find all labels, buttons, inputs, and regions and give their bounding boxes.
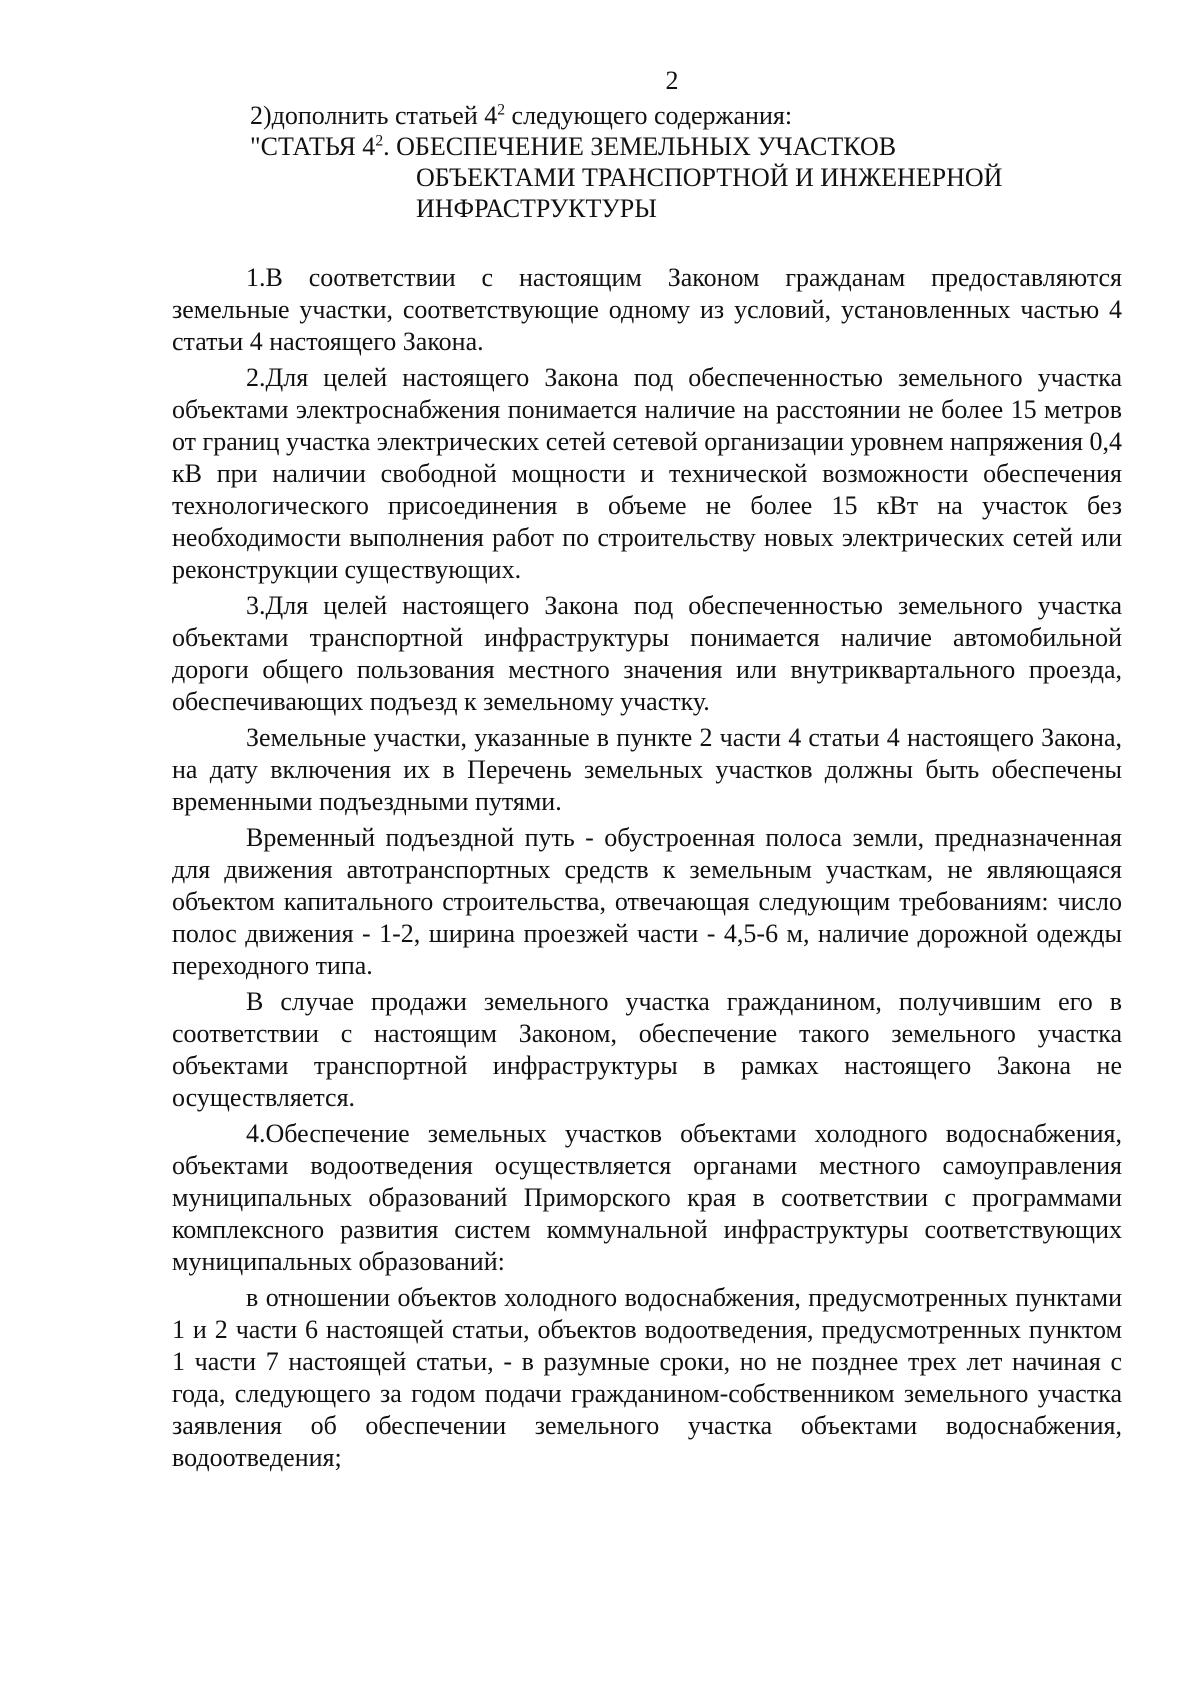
paragraph-7: 4.Обеспечение земельных участков объектами холодного водоснабжения, объектами водоотведения осуществляется органами местного самоуправления муниципальных образований Приморского края в соответствии с программами комплексного развития систем коммунальной инфраструктуры соответствующих муниципальных образований:: [172, 1119, 1122, 1276]
paragraph-1: 1.В соответствии с настоящим Законом гражданам предоставляются земельные участки, соответствующие одному из условий, установленных частью 4 статьи 4 настоящего Закона.: [172, 263, 1122, 356]
article-body: [172, 262, 1122, 1474]
paragraph-6: В случае продажи земельного участка гражданином, получившим его в соответствии с настоящим Законом, обеспечение такого земельного участка объектами транспортной инфраструктуры в рамках настоящего Закона не осуществляется.: [172, 987, 1122, 1112]
intro-superscript: 2: [497, 101, 506, 119]
article-prefix: "СТАТЬЯ 4: [250, 132, 376, 161]
paragraph-3: 3.Для целей настоящего Закона под обеспеченностью земельного участка объектами транспортной инфраструктуры понимается наличие автомобильной дороги общего пользования местного значения или внутриквартального проезда, обеспечивающих подъезд к земельному участку.: [172, 591, 1122, 716]
article-title-suffix: . ОБЕСПЕЧЕНИЕ ЗЕМЕЛЬНЫХ УЧАСТКОВ: [383, 132, 897, 161]
paragraph-4: Земельные участки, указанные в пункте 2 части 4 статьи 4 настоящего Закона, на дату включения их в Перечень земельных участков должны быть обеспечены временными подъездными путями.: [172, 723, 1122, 816]
intro-suffix: следующего содержания:: [505, 101, 793, 130]
article-title-line-1: [250, 131, 1130, 162]
paragraph-8: в отношении объектов холодного водоснабжения, предусмотренных пунктами 1 и 2 части 6 настоящей статьи, объектов водоотведения, предусмотренных пунктом 1 части 7 настоящей статьи, - в разумные сроки, но не позднее трех лет начиная с года, следующего за годом подачи гражданином-собственником земельного участка заявления об обеспечении земельного участка объектами водоснабжения, водоотведения;: [172, 1283, 1122, 1472]
article-title-line-2: ОБЪЕКТАМИ ТРАНСПОРТНОЙ И ИНЖЕНЕРНОЙ: [416, 163, 1003, 192]
paragraph-5: Временный подъездной путь - обустроенная полоса земли, предназначенная для движения автотранспортных средств к земельным участкам, не являющаяся объектом капитального строительства, отвечающая следующим требованиям: число полос движения - 1-2, ширина проезжей части - 4,5-6 м, наличие дорожной одежды переходного типа.: [172, 823, 1122, 980]
page-number: 2: [665, 66, 679, 95]
article-superscript: 2: [375, 132, 384, 150]
article-title-line-3: ИНФРАСТРУКТУРЫ: [416, 194, 657, 223]
amendment-intro: [250, 100, 1130, 131]
article-heading: [250, 100, 1130, 224]
paragraph-2: 2.Для целей настоящего Закона под обеспеченностью земельного участка объектами электроснабжения понимается наличие на расстоянии не более 15 метров от границ участка электрических сетей сетевой организации уровнем напряжения 0,4 кВ при наличии свободной мощности и технической возможности обеспечения технологического присоединения в объеме не более 15 кВт на участок без необходимости выполнения работ по строительству новых электрических сетей или реконструкции существующих.: [172, 363, 1122, 584]
intro-prefix: 2)дополнить статьей 4: [250, 101, 498, 130]
